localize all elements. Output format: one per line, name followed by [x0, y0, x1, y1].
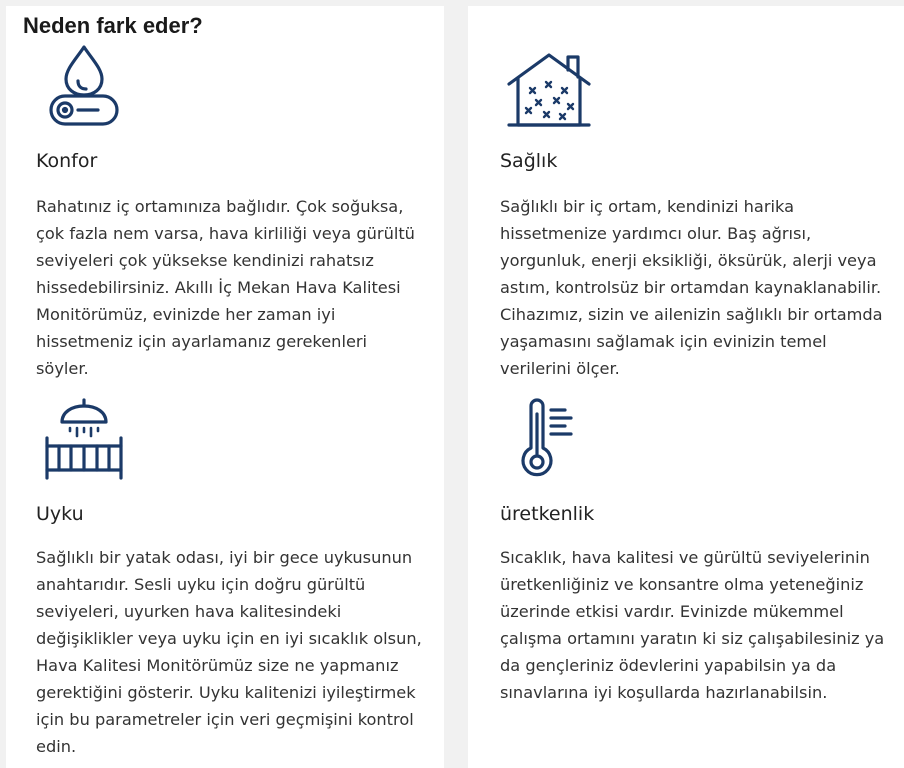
section-heading-konfor: Konfor: [36, 150, 98, 172]
crib-mobile-icon: [44, 398, 124, 480]
water-drop-log-icon: [48, 45, 120, 129]
page-title: Neden fark eder?: [23, 13, 203, 38]
thermometer-icon: [519, 396, 575, 478]
section-text-konfor: Rahatınız iç ortamınıza bağlıdır. Çok soğuksa, çok fazla nem varsa, hava kirliliği veya gürültü seviyeleri çok yüksekse kendinizi rahatsız hissedebilirsiniz. Akıllı İç Mekan Hava Kalitesi Monitörümüz, evinizde her zaman iyi hissetmeniz için ayarlamanız gerekenleri söyler.: [36, 197, 415, 378]
section-heading-uretkenlik: üretkenlik: [500, 503, 595, 525]
section-text-uyku: Sağlıklı bir yatak odası, iyi bir gece uykusunun anahtarıdır. Sesli uyku için doğru gürültü seviyeleri, uyurken hava kalitesindeki değişiklikler veya uyku için en iyi sıcaklık olsun, Hava Kalitesi Monitörümüz size ne yapmanız gerektiğini gösterir. Uyku kalitenizi iyileştirmek için bu parametreler için veri geçmişini kontrol edin.: [36, 548, 422, 756]
section-heading-uyku: Uyku: [36, 503, 84, 525]
section-text-saglik: Sağlıklı bir iç ortam, kendinizi harika hissetmenize yardımcı olur. Baş ağrısı, yorgunluk, enerji eksikliği, öksürük, alerji veya astım, kontrolsüz bir ortamdan kaynaklanabilir. Cihazımız, sizin ve ailenizin sağlıklı bir ortamda yaşamasını sağlamak için evinizin temel verilerini ölçer.: [500, 197, 883, 378]
house-particles-icon: [506, 52, 592, 128]
section-heading-saglik: Sağlık: [500, 150, 558, 172]
section-text-uretkenlik: Sıcaklık, hava kalitesi ve gürültü seviyelerinin üretkenliğiniz ve konsantre olma yeteneğiniz üzerinde etkisi vardır. Evinizde mükemmel çalışma ortamını yaratın ki siz çalışabilesiniz ya da gençleriniz ödevlerini yapabilsin ya da sınavlarına iyi koşullarda hazırlanabilsin.: [500, 548, 885, 702]
